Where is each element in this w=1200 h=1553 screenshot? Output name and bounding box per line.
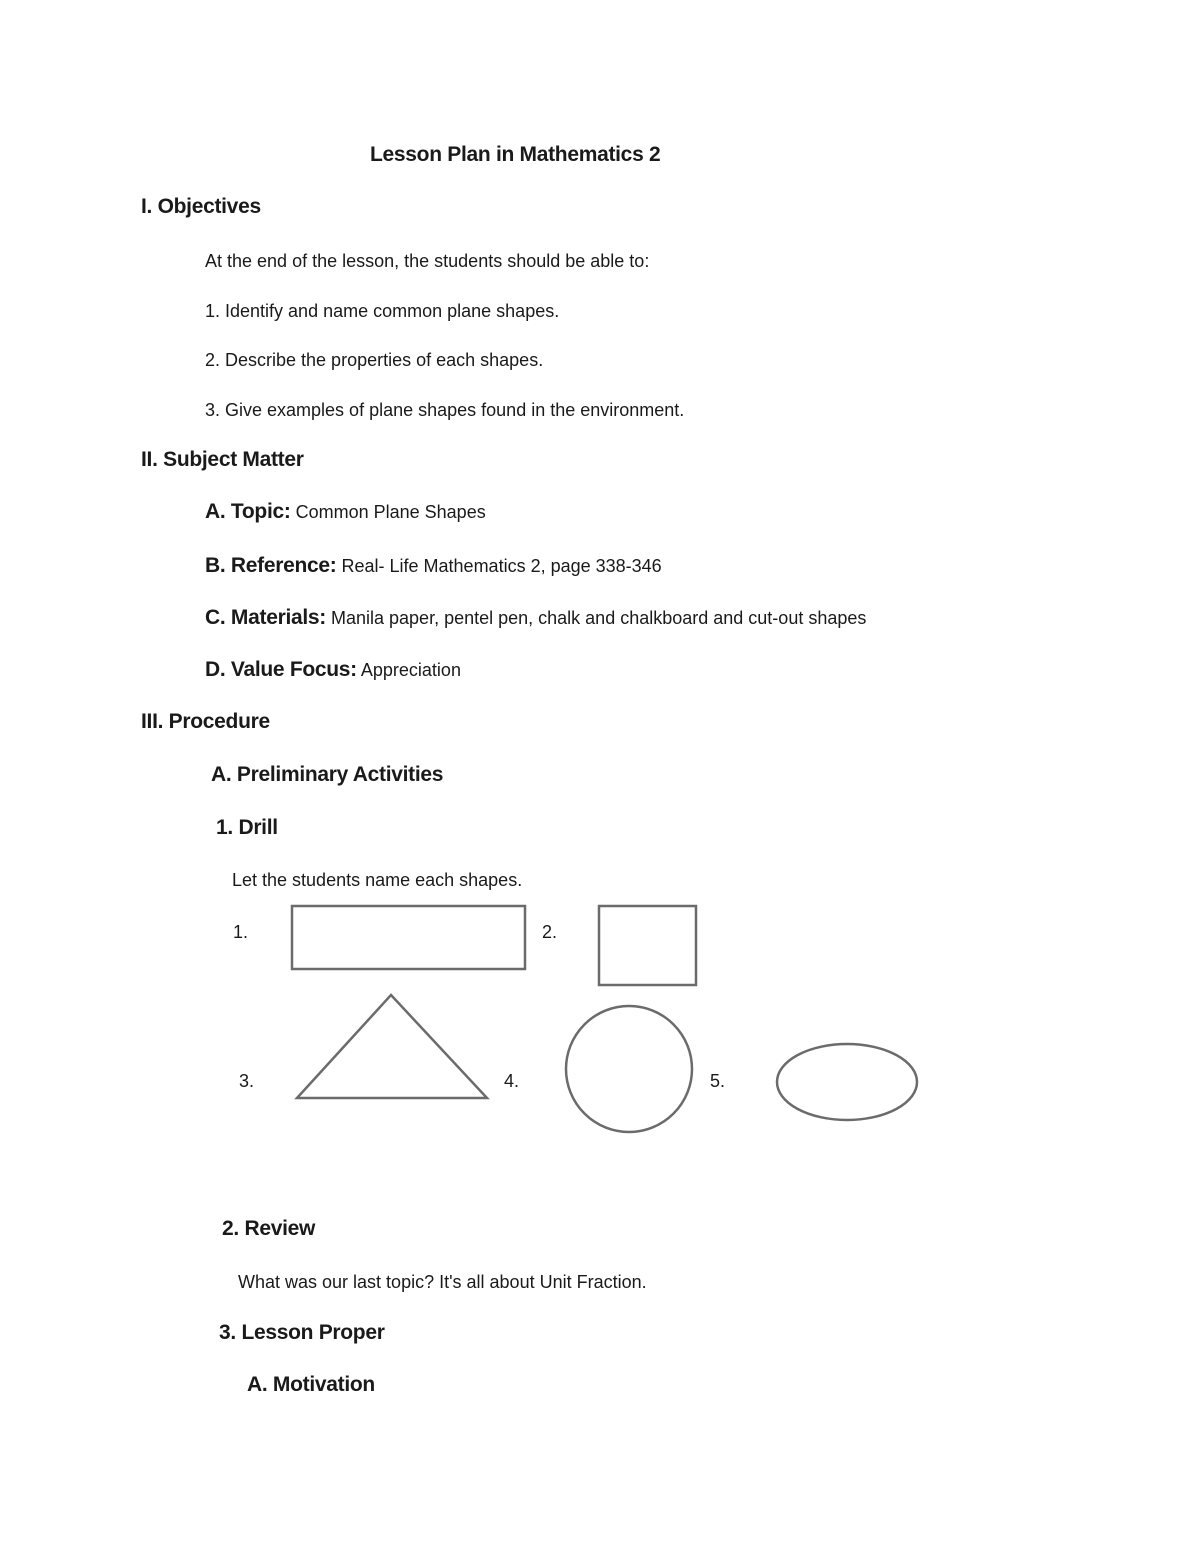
topic-label: A. Topic:: [205, 500, 291, 523]
shape-number-1: 1.: [233, 922, 249, 942]
objectives-intro: At the end of the lesson, the students should be able to:: [205, 251, 650, 271]
objective-item: 2. Describe the properties of each shapes.: [205, 350, 544, 370]
materials-label: C. Materials:: [205, 606, 326, 629]
value-focus-label: D. Value Focus:: [205, 658, 357, 681]
preliminary-activities-heading: A. Preliminary Activities: [211, 763, 444, 786]
subject-matter-heading: II. Subject Matter: [141, 448, 304, 471]
objective-item: 1. Identify and name common plane shapes.: [205, 301, 560, 321]
shape-number-2: 2.: [542, 922, 558, 942]
circle-shape: [566, 1006, 692, 1132]
review-heading: 2. Review: [222, 1217, 316, 1240]
ellipse-shape: [777, 1044, 917, 1120]
triangle-shape: [297, 995, 487, 1098]
rectangle-shape: [292, 906, 525, 969]
shape-number-5: 5.: [710, 1071, 726, 1091]
objective-item: 3. Give examples of plane shapes found in the environment.: [205, 400, 685, 420]
procedure-heading: III. Procedure: [141, 710, 270, 733]
topic-value: Common Plane Shapes: [295, 502, 486, 522]
drill-heading: 1. Drill: [216, 816, 278, 839]
value-focus-value: Appreciation: [360, 660, 461, 680]
materials-value: Manila paper, pentel pen, chalk and chalkboard and cut-out shapes: [331, 608, 867, 628]
lesson-proper-heading: 3. Lesson Proper: [219, 1321, 385, 1344]
page-title: Lesson Plan in Mathematics 2: [370, 143, 661, 166]
square-shape: [599, 906, 696, 985]
objectives-heading: I. Objectives: [141, 195, 261, 218]
reference-label: B. Reference:: [205, 554, 337, 577]
reference-value: Real- Life Mathematics 2, page 338-346: [341, 556, 662, 576]
review-text: What was our last topic? It's all about Unit Fraction.: [238, 1272, 647, 1292]
shape-number-4: 4.: [504, 1071, 520, 1091]
motivation-heading: A. Motivation: [247, 1373, 375, 1396]
shape-number-3: 3.: [239, 1071, 255, 1091]
drill-instruction: Let the students name each shapes.: [232, 870, 523, 890]
